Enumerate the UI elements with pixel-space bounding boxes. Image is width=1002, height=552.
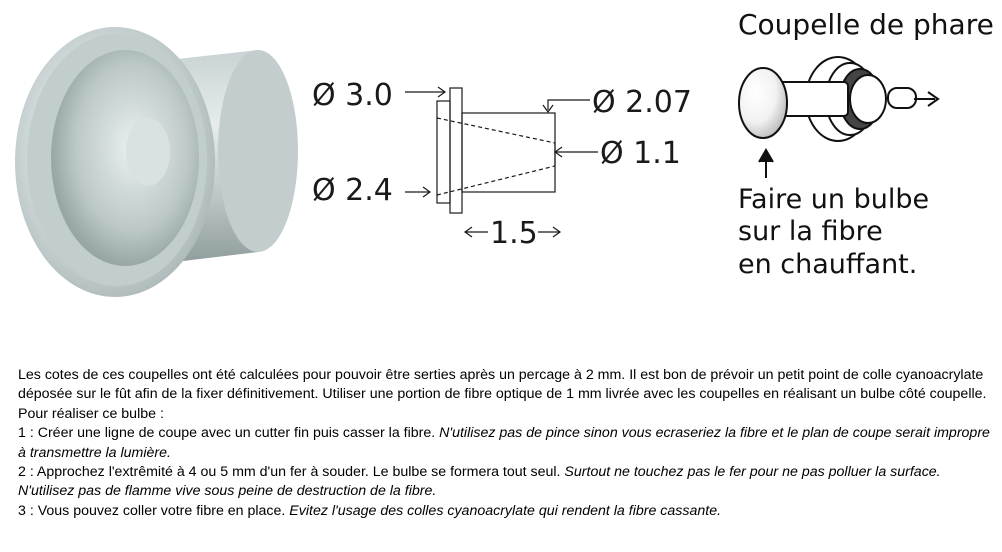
dim-bore-small: Ø 1.1 — [600, 136, 681, 171]
step-1-text: 1 : Créer une ligne de coupe avec un cutter fin puis casser la fibre. — [18, 425, 440, 442]
instructions-text — [18, 366, 993, 521]
step-3 — [18, 502, 993, 521]
leader-2-07 — [548, 100, 590, 110]
fiber-sketch — [739, 57, 938, 178]
dim-bore-large: Ø 2.4 — [312, 173, 393, 208]
drawing-flange — [450, 88, 462, 213]
intro-paragraph: Les cotes de ces coupelles ont été calculées pour pouvoir être serties après un percage à 2 mm. Il est bon de prévoir un petit point de colle cyanoacrylate déposée sur le fût afin de la fixer définitivement. Utiliser une portion de fibre optique de 1 mm livrée avec les coupelles en réalisant un bulbe côté coupelle. — [18, 367, 987, 403]
step-2-note: Surtout ne touchez pas le fer pour ne pas polluer la surface. N'utilisez pas de flamme vive sous peine de destruction de la fibre. — [18, 464, 941, 500]
cup-bore-end — [126, 118, 170, 186]
sketch-pointer-head — [759, 150, 773, 162]
sketch-title: Coupelle de phare — [738, 8, 994, 41]
drawing-barrel — [462, 113, 555, 192]
technical-drawing — [405, 87, 598, 237]
drawing-flange-inner-edge — [437, 101, 450, 203]
dim-length: 1.5 — [490, 216, 538, 251]
sketch-fiber-tail — [888, 88, 916, 108]
cup-bore — [51, 50, 199, 266]
cup-barrel-end — [218, 50, 298, 252]
sketch-bulb — [739, 68, 787, 138]
steps-heading: Pour réaliser ce bulbe : — [18, 405, 164, 422]
step-1-note: N'utilisez pas de pince sinon vous ecraseriez la fibre et le plan de coupe serait impropre à transmettre la lumière. — [18, 425, 990, 461]
sketch-caption-line2: sur la fibre — [738, 216, 883, 247]
step-1 — [18, 424, 993, 463]
step-2-text: 2 : Approchez l'extrêmité à 4 ou 5 mm d'un fer à souder. Le bulbe se formera tout seul. — [18, 464, 565, 481]
sketch-caption-line1: Faire un bulbe — [738, 184, 930, 215]
dim-outer-flange: Ø 3.0 — [312, 78, 393, 113]
sketch-caption-line3: en chauffant. — [738, 249, 918, 280]
drawing-hidden-line-bottom — [437, 166, 555, 195]
step-3-text: 3 : Vous pouvez coller votre fibre en place. — [18, 502, 290, 519]
cup-3d-render — [15, 27, 298, 297]
sketch-cup-ring3 — [850, 75, 886, 123]
step-2 — [18, 463, 993, 502]
dim-barrel: Ø 2.07 — [592, 85, 692, 120]
step-3-note: Evitez l'usage des colles cyanoacrylate qui rendent la fibre cassante. — [289, 502, 722, 519]
drawing-hidden-line-top — [437, 118, 555, 143]
